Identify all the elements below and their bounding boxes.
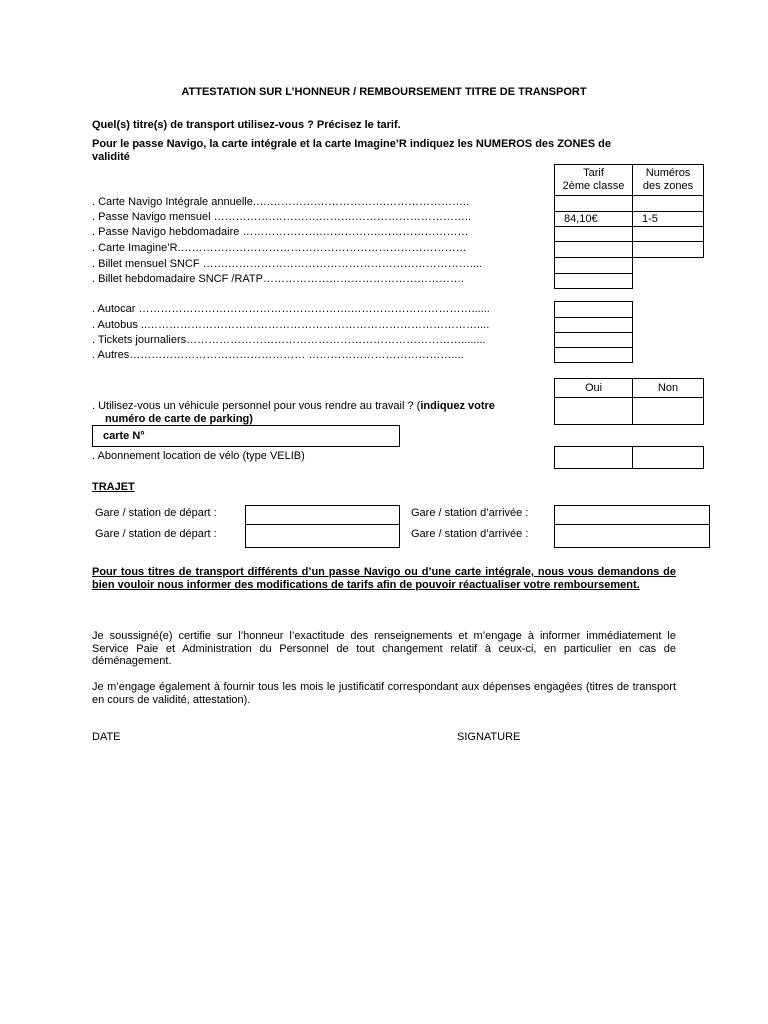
oui-header: Oui	[554, 378, 633, 398]
velib-non-checkbox[interactable]	[632, 446, 704, 469]
navigo-item-label: . Carte Navigo Intégrale annuelle.….………….……………….…………………..	[92, 196, 470, 208]
tarif-input[interactable]	[554, 257, 633, 274]
vehicle-question	[92, 400, 495, 412]
tarif-input[interactable]	[554, 347, 633, 363]
zones-input[interactable]	[632, 195, 704, 212]
date-label: DATE	[92, 731, 121, 743]
zones-header-line1: Numéros	[645, 167, 691, 179]
navigo-instruction-line1: Pour le passe Navigo, la carte intégrale et la carte Imagine’R indiquez les NUMEROS des ZONES de	[92, 138, 611, 150]
signature-label: SIGNATURE	[457, 731, 521, 743]
other-item-label: . Tickets journaliers…………………………………………………………………........	[92, 334, 486, 346]
zones-input[interactable]	[632, 211, 704, 227]
tarif-input[interactable]	[554, 273, 633, 289]
carte-label: carte N°	[103, 430, 145, 442]
zones-value: 1-5	[642, 213, 658, 225]
tarif-header-line2: 2ème classe	[562, 180, 625, 192]
navigo-item-label: . Passe Navigo hebdomadaire ………………….…………….……………………	[92, 226, 469, 238]
other-item-label: . Autocar ………………………………………………….……………………………......	[92, 303, 490, 315]
departure-input[interactable]	[245, 524, 400, 548]
navigo-item-label: . Passe Navigo mensuel …………….………….……….…………………………..	[92, 211, 471, 223]
arrival-label: Gare / station d’arrivée :	[411, 507, 529, 519]
page-title: ATTESTATION SUR L’HONNEUR / REMBOURSEMENT TITRE DE TRANSPORT	[181, 86, 587, 98]
other-item-label: . Autres………………………………………… …………………………………....	[92, 349, 464, 361]
other-item-label: . Autobus ..………………………………………………………………………………....	[92, 319, 490, 331]
zones-header-line2: des zones	[642, 180, 694, 192]
navigo-item-label: . Billet hebdomadaire SNCF /RATP……………………………………………….	[92, 273, 465, 285]
tarif-input[interactable]	[554, 332, 633, 348]
trajet-heading: TRAJET	[92, 481, 135, 493]
arrival-input[interactable]	[554, 524, 710, 548]
vehicle-question-prefix: . Utilisez-vous un véhicule personnel pour vous rendre au travail ? (	[92, 400, 421, 412]
navigo-instruction-line2: validité	[92, 151, 130, 163]
arrival-label: Gare / station d’arrivée :	[411, 528, 529, 540]
navigo-item-label: . Billet mensuel SNCF …….…………………………………………………………....	[92, 258, 482, 270]
parking-card-input[interactable]	[92, 425, 400, 447]
tarif-input[interactable]	[554, 195, 633, 212]
commitment-paragraph: Je m’engage également à fournir tous les mois le justificatif correspondant aux dépenses engagées (titres de transport en cours de validité, attestation).	[92, 681, 676, 706]
velib-oui-checkbox[interactable]	[554, 446, 633, 469]
tarif-header	[554, 164, 633, 196]
tarif-input[interactable]	[554, 211, 633, 227]
vehicle-question-line2: numéro de carte de parking)	[105, 413, 253, 425]
departure-label: Gare / station de départ :	[95, 507, 217, 519]
tarif-input[interactable]	[554, 226, 633, 242]
non-header: Non	[632, 378, 704, 398]
vehicle-non-checkbox[interactable]	[632, 397, 704, 425]
departure-label: Gare / station de départ :	[95, 528, 217, 540]
zones-input[interactable]	[632, 241, 704, 258]
tarif-input[interactable]	[554, 301, 633, 318]
tarif-header-line1: Tarif	[583, 167, 604, 179]
tarif-value: 84,10€	[564, 213, 598, 225]
vehicle-oui-checkbox[interactable]	[554, 397, 633, 425]
arrival-input[interactable]	[554, 505, 710, 525]
zones-header	[632, 164, 704, 196]
certification-paragraph: Je soussigné(e) certifie sur l’honneur l’exactitude des renseignements et m’engage à informer immédiatement le Service Paie et Administration du Personnel de tout changement relatif à ceux-ci, en particulier en cas de déménagement.	[92, 630, 676, 667]
departure-input[interactable]	[245, 505, 400, 525]
zones-input[interactable]	[632, 226, 704, 242]
tarif-input[interactable]	[554, 317, 633, 333]
transport-question: Quel(s) titre(s) de transport utilisez-vous ? Précisez le tarif.	[92, 119, 401, 131]
tariff-change-notice: Pour tous titres de transport différents d’un passe Navigo ou d’une carte intégrale, nous vous demandons de bien vouloir nous informer des modifications de tarifs afin de pouvoir réactualiser votre remboursement.	[92, 566, 676, 591]
tarif-input[interactable]	[554, 241, 633, 258]
vehicle-question-bold: indiquez votre	[420, 400, 495, 412]
navigo-item-label: . Carte Imagine’R.……………………………………………………………………	[92, 242, 467, 254]
velib-label: . Abonnement location de vélo (type VELIB)	[92, 450, 305, 462]
